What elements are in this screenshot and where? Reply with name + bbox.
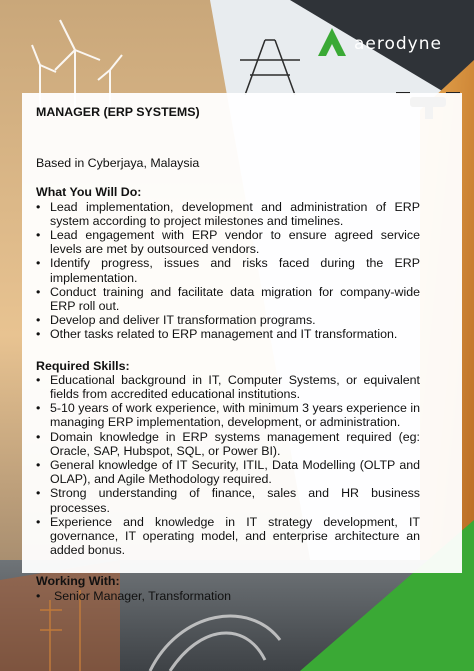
job-location: Based in Cyberjaya, Malaysia xyxy=(36,156,200,171)
company-logo xyxy=(314,20,460,64)
list-item: • Educational background in IT, Computer Systems, or equivalent fields from accredited educational institutions. xyxy=(36,373,420,401)
list-item: • Experience and knowledge in IT strategy development, IT governance, IT operating model, and enterprise architecture an added bonus. xyxy=(36,515,420,558)
aerodyne-logo-mark-icon xyxy=(314,24,350,60)
list-item: • Develop and deliver IT transformation programs. xyxy=(36,313,420,327)
section-heading-what-you-will-do: What You Will Do: xyxy=(36,185,142,200)
section-heading-working-with: Working With: xyxy=(36,574,120,589)
list-item: • Senior Manager, Transformation xyxy=(36,589,420,603)
job-title: MANAGER (ERP SYSTEMS) xyxy=(36,105,200,119)
list-item: • Lead engagement with ERP vendor to ensure agreed service levels are met by outsourced vendors. xyxy=(36,228,420,256)
list-item: • Other tasks related to ERP management and IT transformation. xyxy=(36,327,420,341)
logo-wordmark: aerodyne xyxy=(354,34,442,54)
section-heading-required-skills: Required Skills: xyxy=(36,358,130,373)
list-item: • Strong understanding of finance, sales and HR business processes. xyxy=(36,486,420,514)
list-item: • Conduct training and facilitate data migration for company-wide ERP roll out. xyxy=(36,285,420,313)
list-item: • Lead implementation, development and administration of ERP system according to project milestones and timelines. xyxy=(36,200,420,228)
working-with-list xyxy=(36,589,420,603)
list-item: • Identify progress, issues and risks faced during the ERP implementation. xyxy=(36,256,420,284)
what-you-will-do-list xyxy=(36,200,420,342)
list-item: • 5-10 years of work experience, with minimum 3 years experience in managing ERP implementation, development, or administration. xyxy=(36,401,420,429)
job-posting xyxy=(36,105,420,603)
list-item: • General knowledge of IT Security, ITIL, Data Modelling (OLTP and OLAP), and Agile Methodology required. xyxy=(36,458,420,486)
required-skills-list xyxy=(36,373,420,558)
list-item: • Domain knowledge in ERP systems management required (eg: Oracle, SAP, Hubspot, SQL, or Power BI). xyxy=(36,430,420,458)
